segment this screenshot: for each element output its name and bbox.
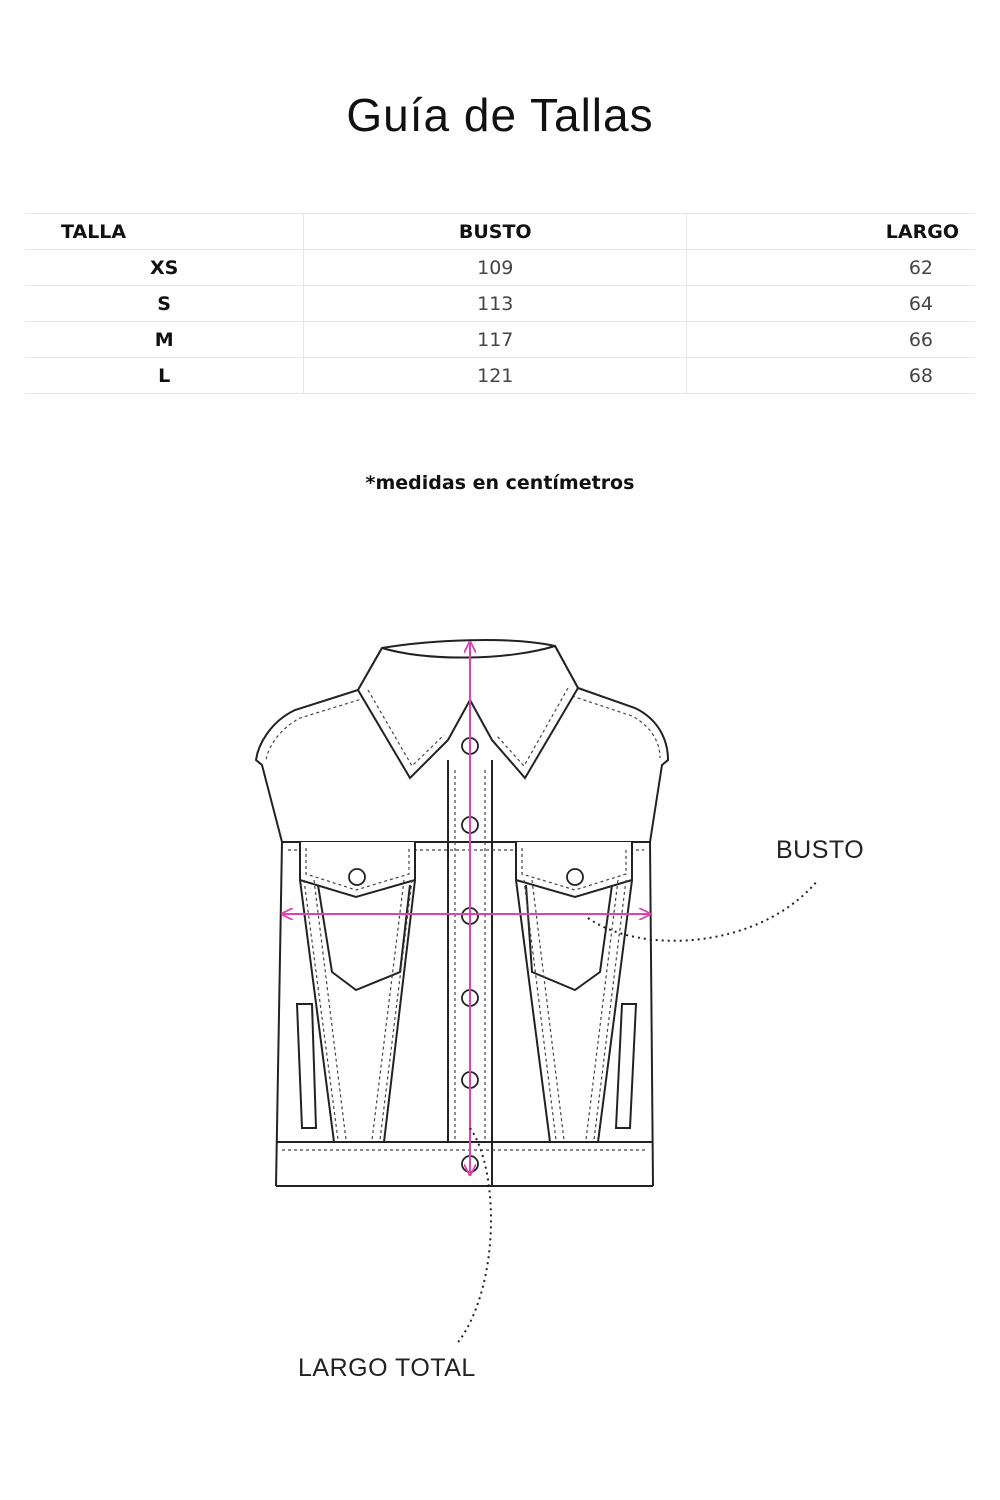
busto-cell: 117 [304,322,687,358]
size-cell: M [25,322,304,358]
collar [358,646,578,778]
size-cell: S [25,286,304,322]
units-note: *medidas en centímetros [365,472,635,494]
column-header-talla: TALLA [25,214,304,250]
busto-cell: 121 [304,358,687,394]
largo-cell: 62 [687,250,975,286]
largo-total-label: LARGO TOTAL [298,1354,476,1382]
pocket-button-right [567,869,583,885]
pocket-button-left [349,869,365,885]
left-pocket [300,842,415,990]
busto-cell: 113 [304,286,687,322]
page-title: Guía de Tallas [346,89,654,141]
size-cell: XS [25,250,304,286]
right-pocket [516,842,632,990]
busto-label: BUSTO [776,836,865,864]
largo-cell: 68 [687,358,975,394]
largo-cell: 64 [687,286,975,322]
side-pockets [297,1004,636,1128]
busto-cell: 109 [304,250,687,286]
column-header-largo: LARGO [687,214,975,250]
size-cell: L [25,358,304,394]
column-header-busto: BUSTO [304,214,687,250]
largo-cell: 66 [687,322,975,358]
